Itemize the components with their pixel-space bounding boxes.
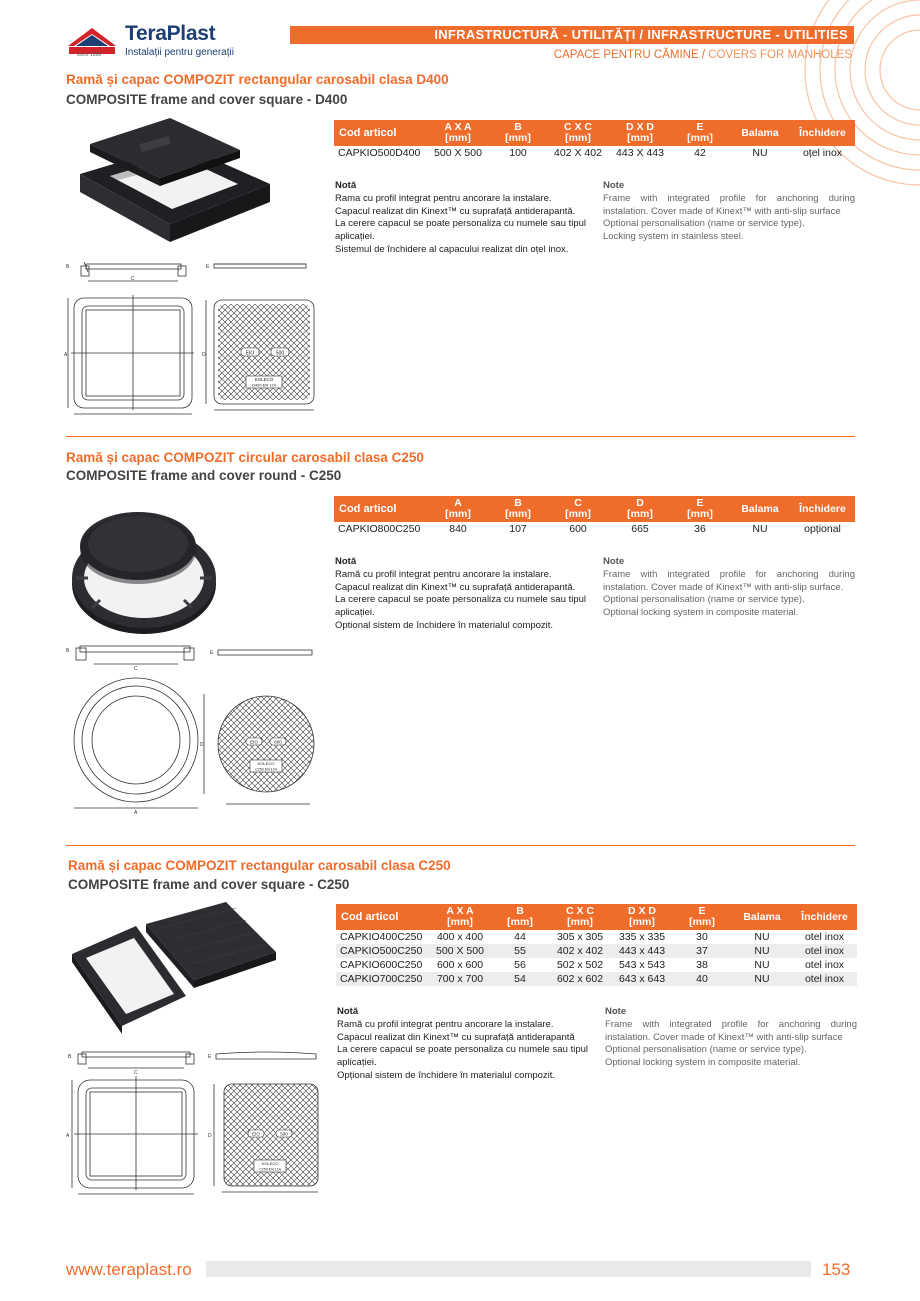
- col-cod-articol: [334, 120, 426, 146]
- brand-logo: [66, 22, 246, 62]
- note-line: Frame with integrated profile for anchoring during instalation. Cover made of Kinext™ with anti-slip surface.: [603, 568, 855, 593]
- technical-drawing-square-c250: [66, 1040, 326, 1200]
- col-unit: [mm]: [505, 132, 531, 144]
- note-label: Note: [605, 1006, 627, 1017]
- product-photo-square-d400: [70, 114, 275, 249]
- cell-cxc: 402 X 402: [554, 147, 602, 159]
- cell-dxd: 643 x 643: [612, 972, 672, 986]
- col-axa: [426, 120, 490, 146]
- cell-b: 54: [492, 972, 548, 986]
- section-3-title: Ramă și capac COMPOZIT rectangular carosabil clasa C250: [68, 858, 451, 873]
- dim-label-e: E: [208, 1054, 212, 1060]
- cell-balama: NU: [752, 523, 768, 535]
- col-unit: [mm]: [567, 916, 593, 928]
- col-label: C X C: [565, 905, 594, 917]
- col-inchidere: [790, 496, 855, 522]
- note-line: Capacul realizat din Kinext™ cu suprafață antiderapantă.: [335, 205, 576, 217]
- cell-cod: CAPKIO500D400: [338, 147, 421, 159]
- col-label: E: [696, 121, 704, 133]
- col-label: B: [514, 121, 522, 133]
- col-b: [490, 496, 546, 522]
- plate-label-3: KOLECO: [254, 377, 274, 382]
- col-label: Închidere: [799, 502, 846, 515]
- col-label: Balama: [741, 502, 779, 515]
- cell-balama: NU: [754, 959, 770, 971]
- col-balama: [732, 904, 792, 930]
- note-en-1: [603, 180, 855, 244]
- col-unit: [mm]: [445, 508, 471, 520]
- cell-axa: 600 x 600: [436, 959, 484, 971]
- col-label: D: [636, 497, 644, 509]
- plate-label-2: 800: [274, 739, 282, 745]
- note-ro-2: [335, 556, 586, 633]
- col-d: [610, 496, 670, 522]
- col-unit: [mm]: [687, 508, 713, 520]
- cell-axa: 500 X 500: [428, 944, 492, 958]
- col-b: [490, 120, 546, 146]
- col-label: Cod articol: [339, 126, 397, 139]
- col-unit: [mm]: [507, 916, 533, 928]
- note-line: Ramă cu profil integrat pentru ancorare la instalare.: [335, 568, 552, 580]
- dim-label-a: A: [64, 352, 68, 358]
- col-unit: [mm]: [505, 508, 531, 520]
- footer-url[interactable]: www.teraplast.ro: [66, 1260, 192, 1279]
- col-label: Cod articol: [339, 502, 397, 515]
- note-ro-1: [335, 180, 586, 257]
- page-number: 153: [822, 1260, 851, 1279]
- brand-since: since 1896: [77, 52, 102, 58]
- col-cxc: [548, 904, 612, 930]
- cell-axa: 700 x 700: [428, 972, 492, 986]
- cell-b: 100: [509, 147, 527, 159]
- note-line: Capacul realizat din Kinext™ cu suprafață antiderapantă.: [335, 581, 576, 593]
- footer-bar: [206, 1261, 811, 1277]
- col-unit: [mm]: [689, 916, 715, 928]
- table-row: [336, 972, 857, 986]
- cell-inchidere: opțional: [804, 523, 841, 535]
- col-unit: [mm]: [565, 508, 591, 520]
- cell-cxc: 502 x 502: [556, 959, 604, 971]
- cell-e: 36: [694, 523, 706, 535]
- note-line: La cerere capacul se poate personaliza cu numele sau tipul aplicației.: [335, 218, 586, 243]
- cell-inchidere: otel inox: [792, 944, 857, 958]
- col-unit: [mm]: [687, 132, 713, 144]
- cell-d: 665: [631, 523, 649, 535]
- note-label: Notă: [335, 556, 357, 567]
- plate-label-4: D400 EN 124: [251, 382, 277, 388]
- note-en-2: [603, 556, 855, 620]
- col-e: [670, 496, 730, 522]
- cell-e: 37: [672, 944, 732, 958]
- dim-label-b: B: [66, 648, 70, 654]
- col-label: E: [696, 497, 704, 509]
- cell-cod: CAPKIO800C250: [338, 523, 421, 535]
- col-label: E: [698, 905, 706, 917]
- cell-e: 30: [696, 931, 708, 943]
- note-ro-3: [337, 1006, 588, 1083]
- col-unit: [mm]: [627, 132, 653, 144]
- header-title: INFRASTRUCTURĂ - UTILITĂȚI / INFRASTRUCTURE - UTILITIES: [290, 26, 854, 44]
- col-dxd: [612, 904, 672, 930]
- spec-table-2: [334, 496, 855, 536]
- note-line: Ramă cu profil integrat pentru ancorare la instalare.: [337, 1018, 554, 1030]
- cell-axa: 500 X 500: [434, 147, 482, 159]
- cell-balama: NU: [732, 944, 792, 958]
- note-line: Optional sistem de închidere în materialul compozit.: [335, 619, 554, 631]
- col-label: A: [454, 497, 462, 509]
- col-label: Cod articol: [341, 910, 399, 923]
- section-2-title: Ramă și capac COMPOZIT circular carosabil clasa C250: [66, 450, 424, 465]
- cell-a: 840: [449, 523, 467, 535]
- note-line: Opțional sistem de închidere în materialul compozit.: [337, 1069, 556, 1081]
- col-unit: [mm]: [627, 508, 653, 520]
- spec-table-3: [336, 904, 857, 986]
- note-line: Frame with integrated profile for anchoring during instalation. Cover made of Kinext™ with anti-slip surface: [605, 1018, 857, 1043]
- col-label: B: [514, 497, 522, 509]
- note-label: Note: [603, 180, 625, 191]
- col-label: Balama: [743, 910, 781, 923]
- col-cod-articol: [336, 904, 428, 930]
- dim-label-c: C: [131, 276, 135, 282]
- plate-label-3: KOLECO: [257, 761, 275, 766]
- col-balama: [730, 496, 790, 522]
- cell-balama: NU: [732, 972, 792, 986]
- cell-cod: CAPKIO400C250: [340, 931, 423, 943]
- header-subtitle: [554, 49, 852, 61]
- col-label: C: [574, 497, 582, 509]
- note-line: La cerere capacul se poate personaliza cu numele sau tipul aplicației.: [337, 1044, 588, 1069]
- cell-balama: NU: [754, 931, 770, 943]
- col-label: Închidere: [801, 910, 848, 923]
- col-label: Închidere: [799, 126, 846, 139]
- col-unit: [mm]: [447, 916, 473, 928]
- col-label: A X A: [446, 905, 474, 917]
- col-cod-articol: [334, 496, 426, 522]
- section-3-subtitle: COMPOSITE frame and cover square - C250: [68, 877, 350, 892]
- cell-cxc: 602 x 602: [548, 972, 612, 986]
- table-header-row: [334, 496, 855, 522]
- col-label: Balama: [741, 126, 779, 139]
- table-header-row: [334, 120, 855, 146]
- note-line: Optional personalisation (name or service type).: [605, 1044, 807, 1056]
- section-2-subtitle: COMPOSITE frame and cover round - C250: [66, 468, 342, 483]
- section-1-title: Ramă și capac COMPOZIT rectangular carosabil clasa D400: [66, 72, 449, 87]
- dim-label-a: A: [134, 810, 138, 816]
- table-header-row: [336, 904, 857, 930]
- col-b: [492, 904, 548, 930]
- dim-label-d: D: [202, 352, 206, 358]
- col-inchidere: [792, 904, 857, 930]
- note-line: La cerere capacul se poate personaliza cu numele sau tipul aplicației.: [335, 594, 586, 619]
- cell-c: 600: [569, 523, 587, 535]
- col-label: D X D: [625, 121, 654, 133]
- note-line: Optional personalisation (name or service type).: [603, 594, 805, 606]
- cell-cod: CAPKIO600C250: [340, 959, 423, 971]
- dim-label-c: C: [134, 1070, 138, 1076]
- table-row: [336, 944, 857, 958]
- cell-inchidere: otel inox: [804, 959, 845, 971]
- plate-label-1: EIO: [252, 1131, 260, 1137]
- note-line: Frame with integrated profile for anchoring during instalation. Cover made of Kinext™ with anti-slip surface: [603, 192, 855, 217]
- cell-e: 38: [696, 959, 708, 971]
- col-axa: [428, 904, 492, 930]
- dim-label-d: D: [200, 742, 204, 748]
- cell-dxd: 543 x 543: [618, 959, 666, 971]
- col-a: [426, 496, 490, 522]
- note-line: Locking system in stainless steel.: [603, 231, 744, 243]
- col-label: A X A: [444, 121, 472, 133]
- cell-dxd: 335 x 335: [618, 931, 666, 943]
- col-unit: [mm]: [629, 916, 655, 928]
- note-line: Optional personalisation (name or service type).: [603, 218, 805, 230]
- dim-label-e: E: [206, 264, 210, 270]
- dim-label-b: B: [68, 1054, 72, 1060]
- cell-inchidere: oțel inox: [802, 147, 843, 159]
- dim-label-e: E: [210, 650, 214, 656]
- header-subtitle-ro: CAPACE PENTRU CĂMINE: [553, 49, 699, 61]
- cell-cod: CAPKIO700C250: [336, 972, 428, 986]
- col-e: [670, 120, 730, 146]
- dim-label-b: B: [66, 264, 70, 270]
- note-line: Capacul realizat din Kinext™ cu suprafață antiderapantă: [337, 1031, 575, 1043]
- table-row: [336, 958, 857, 972]
- col-cxc: [546, 120, 610, 146]
- plate-label-3: KOLECO: [261, 1161, 279, 1166]
- product-photo-round-c250: [62, 488, 222, 648]
- dim-label-c: C: [134, 666, 138, 672]
- cell-cxc: 402 x 402: [548, 944, 612, 958]
- section-divider: [66, 845, 855, 846]
- note-line: Optional locking system in composite material.: [605, 1057, 801, 1069]
- dim-label-d: D: [208, 1133, 212, 1139]
- cell-balama: NU: [752, 147, 768, 159]
- col-unit: [mm]: [445, 132, 471, 144]
- dim-label-a: A: [66, 1133, 70, 1139]
- col-inchidere: [790, 120, 855, 146]
- brand-tagline: Instalații pentru generații: [125, 47, 234, 58]
- plate-label-2: 500: [275, 350, 285, 357]
- plate-label-2: 500: [280, 1131, 288, 1137]
- note-label: Notă: [335, 180, 357, 191]
- note-line: Rama cu profil integrat pentru ancorare la instalare.: [335, 192, 552, 204]
- col-unit: [mm]: [565, 132, 591, 144]
- cell-axa: 400 x 400: [436, 931, 484, 943]
- spec-table-1: [334, 120, 855, 160]
- product-photo-square-c250: [66, 898, 286, 1038]
- cell-e: 40: [672, 972, 732, 986]
- plate-label-1: EIO: [245, 350, 255, 357]
- cell-inchidere: otel inox: [792, 972, 857, 986]
- cell-cod: CAPKIO500C250: [336, 944, 428, 958]
- plate-label-4: C250 EN 124: [255, 767, 277, 772]
- cell-b: 55: [492, 944, 548, 958]
- col-balama: [730, 120, 790, 146]
- section-1-subtitle: COMPOSITE frame and cover square - D400: [66, 92, 348, 107]
- col-label: C X C: [563, 121, 592, 133]
- header-subtitle-sep: /: [698, 49, 709, 61]
- cell-e: 42: [694, 147, 706, 159]
- note-en-3: [605, 1006, 857, 1070]
- plate-label-4: C250 EN 124: [259, 1167, 281, 1172]
- plate-label-1: EIO: [250, 739, 258, 745]
- cell-dxd: 443 X 443: [616, 147, 664, 159]
- cell-b: 56: [514, 959, 526, 971]
- note-label: Notă: [337, 1006, 359, 1017]
- technical-drawing-round-c250: [66, 636, 326, 814]
- col-label: B: [516, 905, 524, 917]
- table-row: [336, 930, 857, 944]
- brand-name: TeraPlast: [125, 22, 216, 45]
- table-row: [334, 522, 855, 536]
- note-label: Note: [603, 556, 625, 567]
- col-dxd: [610, 120, 670, 146]
- table-row: [334, 146, 855, 160]
- col-c: [546, 496, 610, 522]
- technical-drawing-square-d400: [66, 250, 326, 420]
- cell-cxc: 305 x 305: [556, 931, 604, 943]
- col-e: [672, 904, 732, 930]
- header-subtitle-en: COVERS FOR MANHOLES: [708, 49, 852, 61]
- note-line: Sistemul de închidere al capacului realizat din oțel inox.: [335, 243, 569, 255]
- cell-b: 44: [514, 931, 526, 943]
- col-label: D X D: [627, 905, 656, 917]
- cell-b: 107: [509, 523, 527, 535]
- cell-inchidere: otel inox: [804, 931, 845, 943]
- note-line: Optional locking system in composite material.: [603, 607, 799, 619]
- section-divider: [66, 436, 855, 437]
- cell-dxd: 443 x 443: [612, 944, 672, 958]
